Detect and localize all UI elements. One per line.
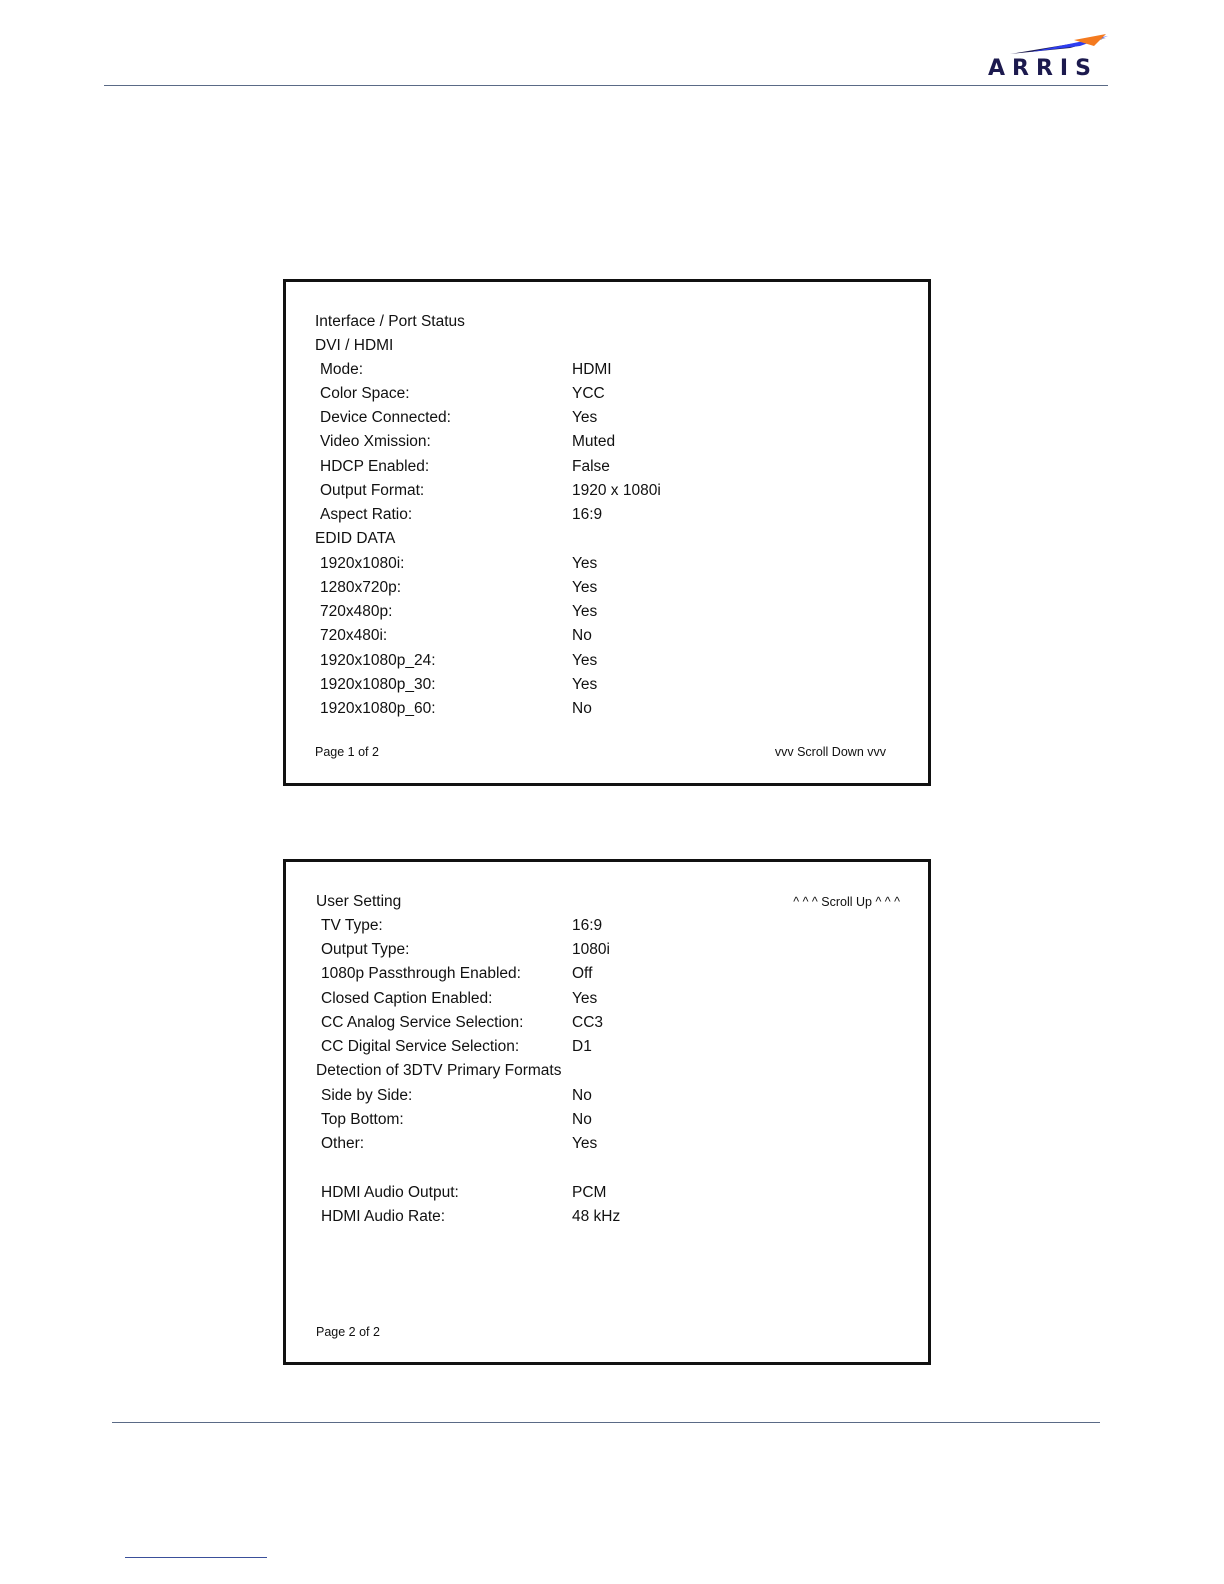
status-row xyxy=(286,649,928,673)
row-label: CC Analog Service Selection: xyxy=(321,1014,524,1031)
status-row xyxy=(286,479,928,503)
status-row xyxy=(286,552,928,576)
row-value: 16:9 xyxy=(572,917,603,934)
status-row xyxy=(286,406,928,430)
row-value: PCM xyxy=(572,1184,607,1201)
status-row xyxy=(286,673,928,697)
row-label: HDMI Audio Rate: xyxy=(321,1208,446,1225)
status-row xyxy=(286,430,928,454)
row-label: 1920x1080p_24: xyxy=(320,652,436,669)
row-value: 48 kHz xyxy=(572,1208,621,1225)
section-header-3dtv: Detection of 3DTV Primary Formats xyxy=(316,1062,562,1079)
row-value: D1 xyxy=(572,1038,592,1055)
row-value: No xyxy=(572,700,592,717)
page-indicator: Page 2 of 2 xyxy=(316,1325,380,1339)
status-row xyxy=(286,987,928,1011)
port-status-screen-page-2 xyxy=(283,859,931,1365)
row-label: Aspect Ratio: xyxy=(320,506,413,523)
row-value: HDMI xyxy=(572,361,612,378)
row-label: Mode: xyxy=(320,361,364,378)
row-value: YCC xyxy=(572,385,605,402)
row-value: No xyxy=(572,1111,592,1128)
row-value: 1920 x 1080i xyxy=(572,482,661,499)
row-value: No xyxy=(572,1087,592,1104)
page-indicator: Page 1 of 2 xyxy=(315,745,379,759)
row-value: No xyxy=(572,627,592,644)
row-label: Closed Caption Enabled: xyxy=(321,990,493,1007)
arris-logo xyxy=(988,34,1108,80)
row-label: Side by Side: xyxy=(321,1087,413,1104)
row-value: CC3 xyxy=(572,1014,604,1031)
section-header-dvi-hdmi: DVI / HDMI xyxy=(315,337,394,354)
port-status-screen-page-1 xyxy=(283,279,931,786)
row-value: Yes xyxy=(572,603,598,620)
row-label: HDMI Audio Output: xyxy=(321,1184,459,1201)
status-row xyxy=(286,624,928,648)
row-label: HDCP Enabled: xyxy=(320,458,430,475)
row-label: CC Digital Service Selection: xyxy=(321,1038,520,1055)
row-label: 1080p Passthrough Enabled: xyxy=(321,965,521,982)
status-row xyxy=(286,697,928,721)
row-value: Off xyxy=(572,965,593,982)
screen-title: Interface / Port Status xyxy=(315,313,465,330)
row-label: Top Bottom: xyxy=(321,1111,404,1128)
status-row xyxy=(286,1011,928,1035)
row-label: Other: xyxy=(321,1135,365,1152)
row-label: Color Space: xyxy=(320,385,410,402)
status-row xyxy=(286,382,928,406)
row-value: Muted xyxy=(572,433,616,450)
row-label: 1280x720p: xyxy=(320,579,402,596)
status-row xyxy=(286,455,928,479)
row-label: Output Format: xyxy=(320,482,425,499)
row-label: Output Type: xyxy=(321,941,410,958)
row-label: 1920x1080p_30: xyxy=(320,676,436,693)
row-value: False xyxy=(572,458,610,475)
row-value: Yes xyxy=(572,1135,598,1152)
row-value: 16:9 xyxy=(572,506,603,523)
status-row xyxy=(286,576,928,600)
row-value: Yes xyxy=(572,652,598,669)
row-value: 1080i xyxy=(572,941,610,958)
status-row xyxy=(286,1181,928,1205)
row-value: Yes xyxy=(572,579,598,596)
row-label: 1920x1080i: xyxy=(320,555,405,572)
row-value: Yes xyxy=(572,555,598,572)
status-row xyxy=(286,600,928,624)
row-label: Video Xmission: xyxy=(320,433,431,450)
row-value: Yes xyxy=(572,409,598,426)
section-header-edid: EDID DATA xyxy=(315,530,396,547)
scroll-down-indicator: vvv Scroll Down vvv xyxy=(774,745,886,759)
status-row xyxy=(286,503,928,527)
status-row xyxy=(286,358,928,382)
scroll-up-indicator: ^ ^ ^ Scroll Up ^ ^ ^ xyxy=(793,895,900,909)
status-row xyxy=(286,1108,928,1132)
status-row xyxy=(286,914,928,938)
status-row xyxy=(286,1084,928,1108)
row-label: 720x480i: xyxy=(320,627,388,644)
status-row xyxy=(286,962,928,986)
row-label: TV Type: xyxy=(321,917,383,934)
screen-title: User Setting xyxy=(316,893,402,910)
status-row xyxy=(286,938,928,962)
row-label: 720x480p: xyxy=(320,603,393,620)
row-label: 1920x1080p_60: xyxy=(320,700,436,717)
row-value: Yes xyxy=(572,676,598,693)
status-row xyxy=(286,1132,928,1156)
footer-link-underline xyxy=(125,1557,267,1558)
row-label: Device Connected: xyxy=(320,409,451,426)
arris-wordmark: ARRIS xyxy=(988,56,1098,81)
row-value: Yes xyxy=(572,990,598,1007)
header-rule xyxy=(104,85,1108,86)
footer-rule xyxy=(112,1422,1100,1423)
arris-swoosh-icon xyxy=(1010,34,1108,56)
status-row xyxy=(286,1035,928,1059)
status-row xyxy=(286,1205,928,1229)
